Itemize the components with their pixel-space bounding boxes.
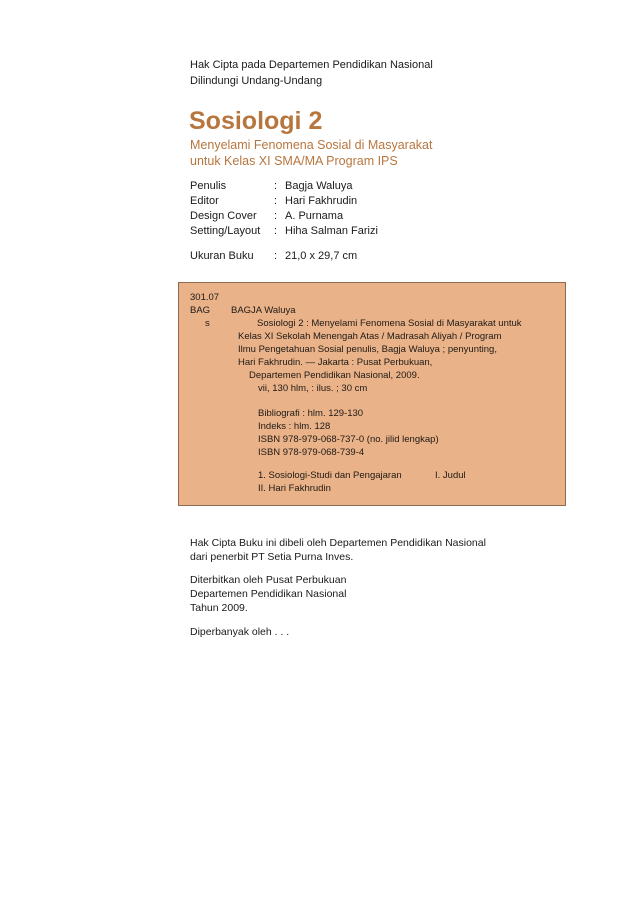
subtitle-line: Menyelami Fenomena Sosial di Masyarakat (190, 138, 433, 152)
purchase-note-line: Hak Cipta Buku ini dibeli oleh Departemen Pendidikan Nasional (190, 537, 486, 549)
call-number: s (205, 318, 210, 329)
publisher-note-line: Tahun 2009. (190, 602, 248, 614)
credit-row (190, 209, 378, 224)
colon: : (274, 180, 278, 192)
book-size (190, 249, 357, 264)
credits-table (190, 179, 378, 239)
credit-label: Penulis (190, 180, 227, 192)
catalog-description-line: vii, 130 hlm, : ilus. ; 30 cm (258, 383, 368, 394)
size-value: 21,0 x 29,7 cm (285, 250, 358, 262)
catalog-description-line: Ilmu Pengetahuan Sosial penulis, Bagja Waluya ; penyunting, (238, 344, 497, 355)
size-label: Ukuran Buku (190, 250, 254, 262)
catalog-note: ISBN 978-979-068-737-0 (no. jilid lengkap) (258, 434, 439, 445)
call-number: BAG (190, 305, 211, 316)
credit-value: Hari Fakhrudin (285, 195, 358, 207)
colon: : (274, 225, 278, 237)
catalog-subject: II. Hari Fakhrudin (258, 483, 331, 494)
purchase-note-line: dari penerbit PT Setia Purna Inves. (190, 551, 354, 563)
catalog-note: Indeks : hlm. 128 (258, 421, 331, 432)
credit-row (190, 179, 378, 194)
book-subtitle (190, 137, 432, 169)
colon: : (274, 195, 278, 207)
credit-label: Design Cover (190, 210, 257, 222)
purchase-note (190, 536, 486, 564)
reproduced-by: Diperbanyak oleh . . . (190, 626, 290, 638)
colon: : (274, 250, 278, 262)
credit-value: A. Purnama (285, 210, 344, 222)
call-number: 301.07 (190, 292, 220, 303)
copyright-line: Dilindungi Undang-Undang (190, 75, 323, 87)
credit-label: Editor (190, 195, 219, 207)
credit-label: Setting/Layout (190, 225, 261, 237)
catalog-description-line: Hari Fakhrudin. — Jakarta : Pusat Perbukuan, (238, 357, 433, 368)
credit-row (190, 224, 378, 239)
catalog-note: ISBN 978-979-068-739-4 (258, 447, 365, 458)
subtitle-line: untuk Kelas XI SMA/MA Program IPS (190, 154, 398, 168)
book-title: Sosiologi 2 (189, 107, 323, 135)
credit-value: Hiha Salman Farizi (285, 225, 378, 237)
publisher-note-line: Diterbitkan oleh Pusat Perbukuan (190, 574, 347, 586)
credit-value: Bagja Waluya (285, 180, 353, 192)
catalog-subject: 1. Sosiologi-Studi dan Pengajaran (258, 470, 402, 481)
catalog-description-line: Departemen Pendidikan Nasional, 2009. (249, 370, 420, 381)
copyright-notice (190, 57, 433, 89)
publisher-note (190, 573, 346, 615)
credit-row (190, 194, 378, 209)
copyright-line: Hak Cipta pada Departemen Pendidikan Nasional (190, 59, 433, 71)
colon: : (274, 210, 278, 222)
catalog-description-line: Sosiologi 2 : Menyelami Fenomena Sosial di Masyarakat untuk (257, 318, 522, 329)
catalog-subject: I. Judul (435, 470, 466, 481)
catalog-card (178, 282, 566, 506)
catalog-note: Bibliografi : hlm. 129-130 (258, 408, 364, 419)
publisher-note-line: Departemen Pendidikan Nasional (190, 588, 347, 600)
author-heading: BAGJA Waluya (231, 305, 296, 316)
catalog-description-line: Kelas XI Sekolah Menengah Atas / Madrasah Aliyah / Program (238, 331, 502, 342)
